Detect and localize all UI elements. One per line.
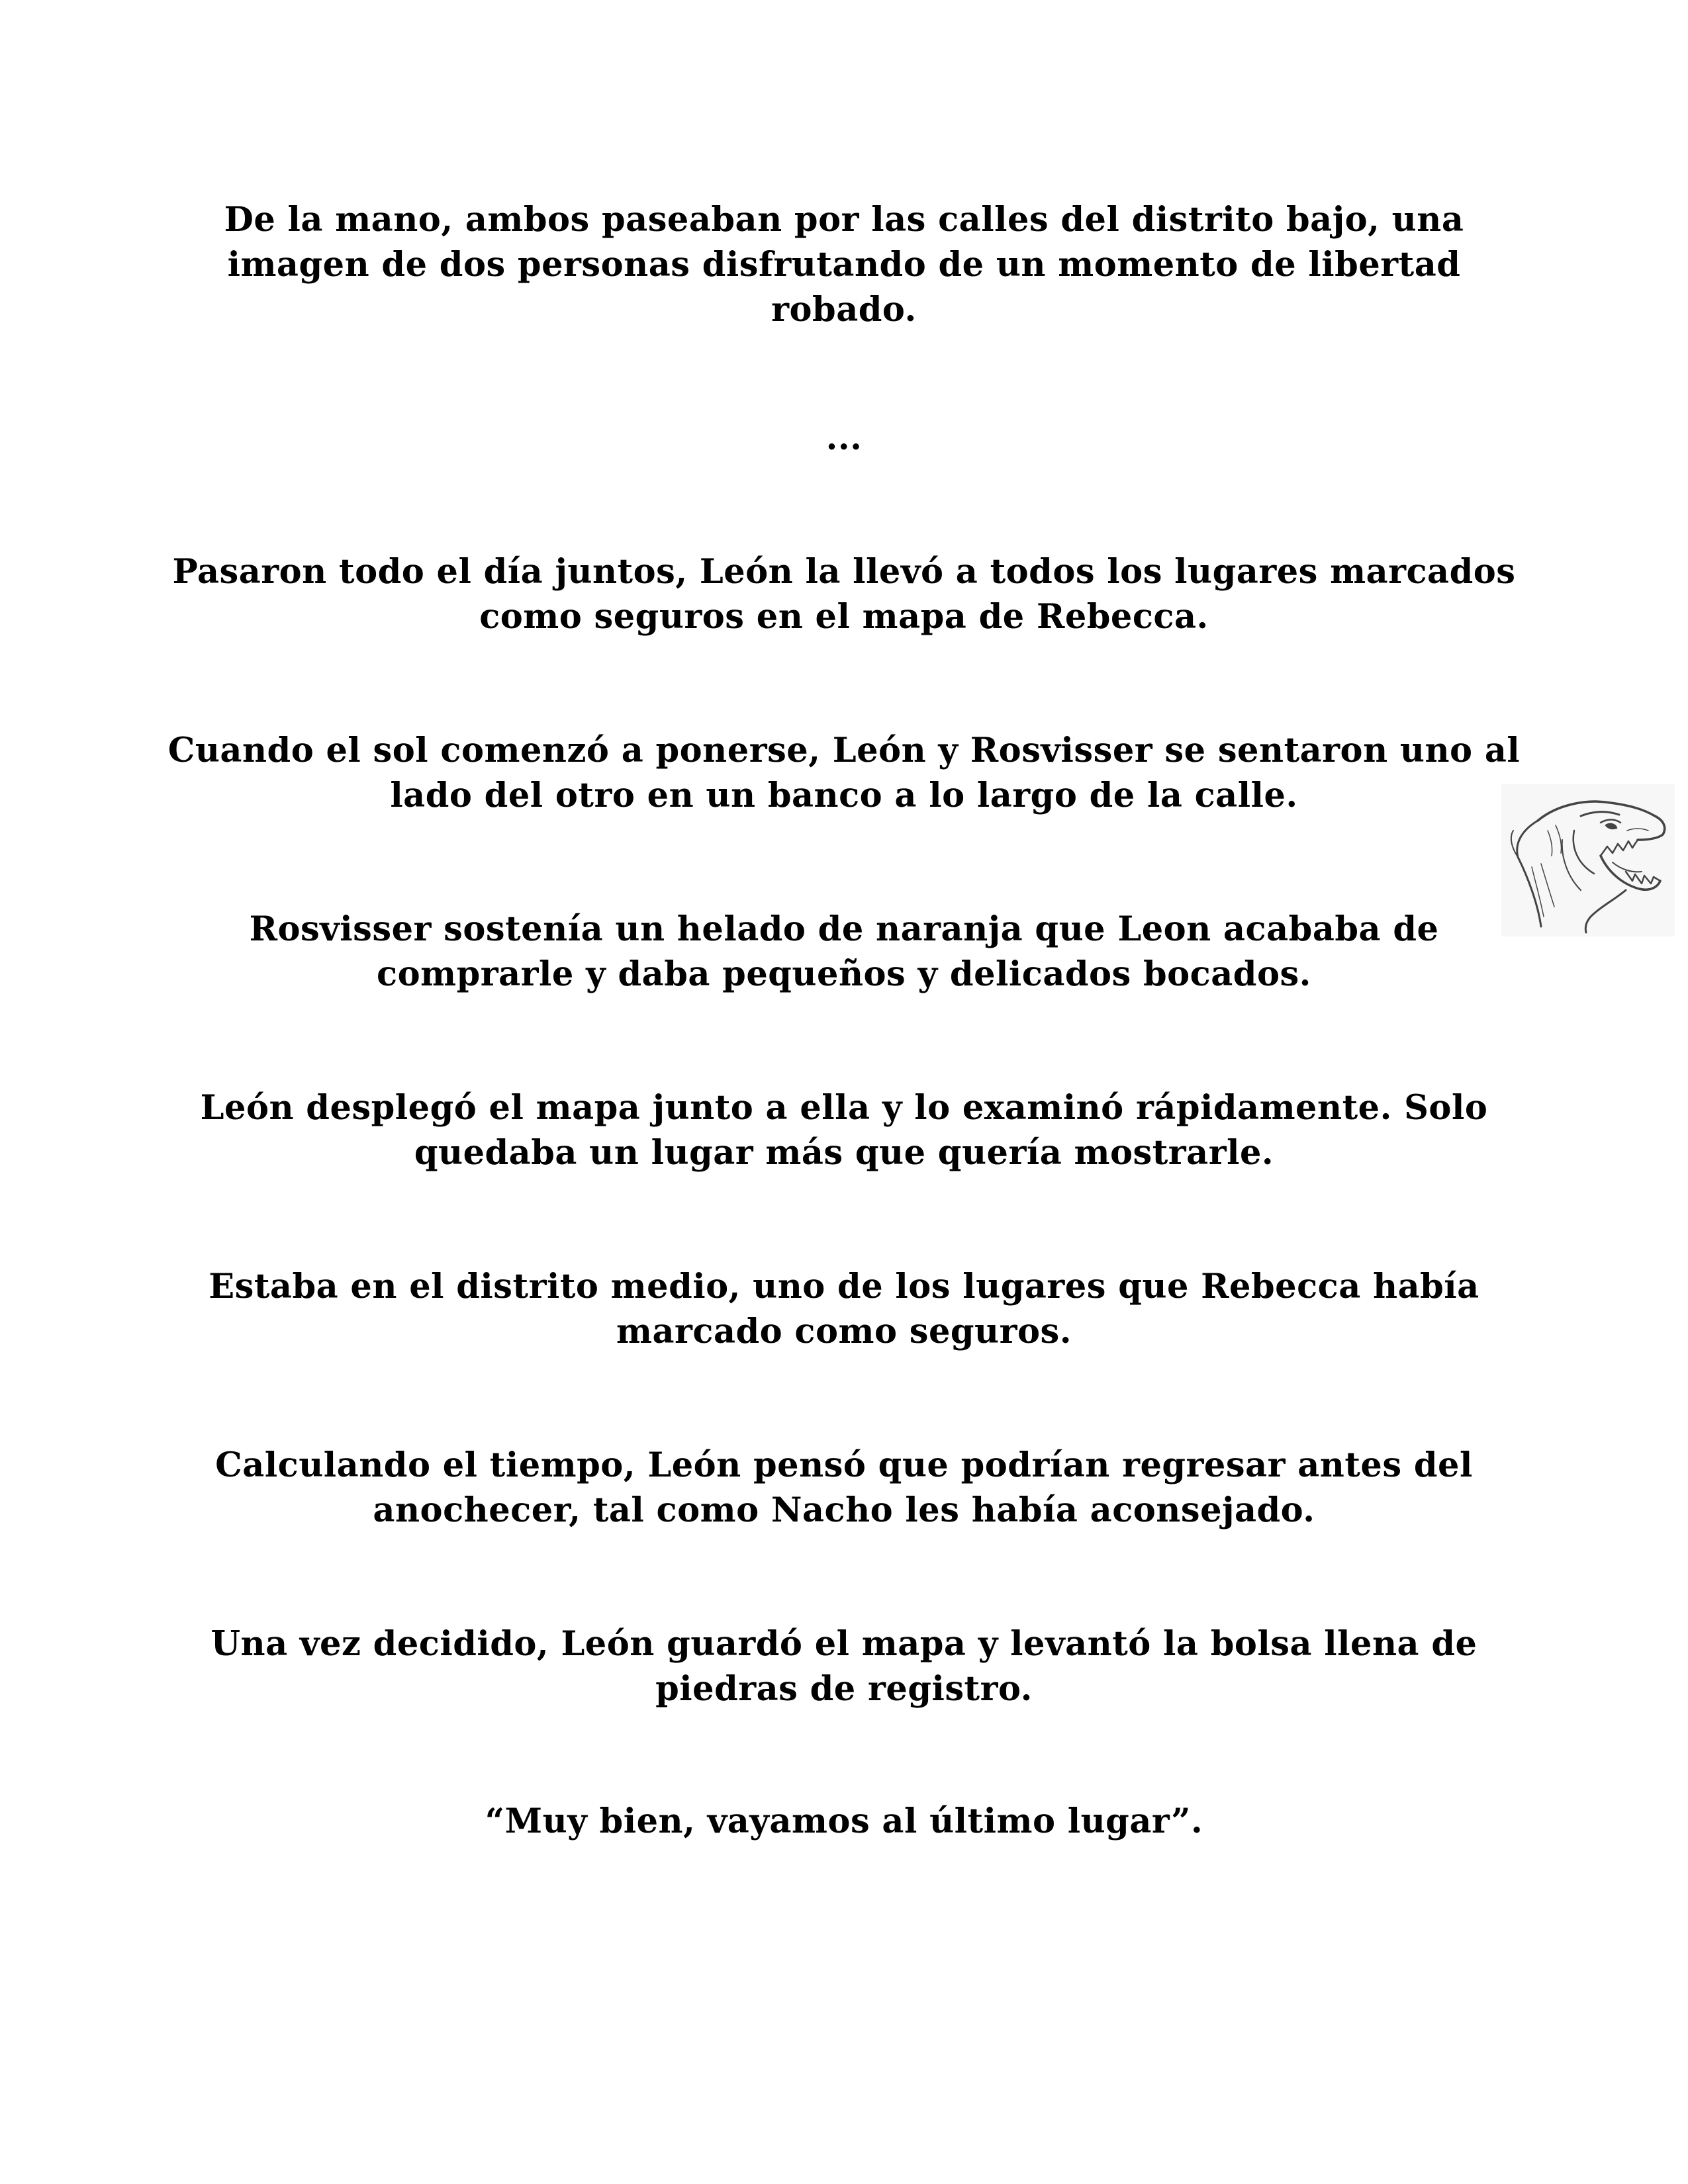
paragraph-5: León desplegó el mapa junto a ella y lo examinó rápidamente. Solo quedaba un lugar más que quería mostrarle. xyxy=(200,1088,1488,1173)
paragraph-4: Rosvisser sostenía un helado de naranja que Leon acababa de comprarle y daba pequeños y delicados bocados. xyxy=(249,909,1439,994)
paragraph-6: Estaba en el distrito medio, uno de los lugares que Rebecca había marcado como seguros. xyxy=(209,1267,1479,1351)
paragraph-7: Calculando el tiempo, León pensó que podrían regresar antes del anochecer, tal como Nacho les había aconsejado. xyxy=(215,1445,1473,1530)
paragraph-1: De la mano, ambos paseaban por las calles del distrito bajo, una imagen de dos personas disfrutando de un momento de libertad robado. xyxy=(224,200,1464,330)
paragraph-2: Pasaron todo el día juntos, León la llevó a todos los lugares marcados como seguros en el mapa de Rebecca. xyxy=(172,552,1516,637)
ellipsis-separator: ... xyxy=(825,418,863,458)
paragraph-3: Cuando el sol comenzó a ponerse, León y Rosvisser se sentaron uno al lado del otro en un banco a lo largo de la calle. xyxy=(167,731,1521,815)
paragraph-8: Una vez decidido, León guardó el mapa y levantó la bolsa llena de piedras de registro. xyxy=(211,1624,1477,1709)
dinosaur-head-sketch-icon xyxy=(1501,784,1675,936)
closing-quote: “Muy bien, vayamos al último lugar”. xyxy=(485,1801,1203,1841)
